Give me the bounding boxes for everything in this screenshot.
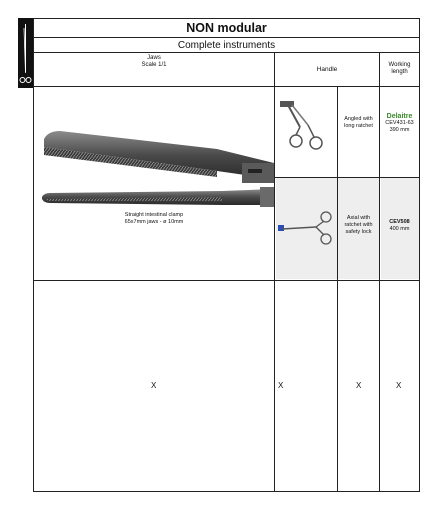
angled-handle-image [278,97,336,163]
working-length-header [380,53,419,87]
row1-length-value: 390 mm [389,127,410,133]
empty-handle-desc-x: X [356,381,362,390]
page-subtitle: Complete instruments [34,38,419,53]
row1-handle-desc-line: long ratchet [344,123,373,129]
row1-brand: Delaitre [386,113,413,120]
length-label: length [391,69,408,75]
row2-ref: CEV508 [389,219,410,225]
row2-length [380,219,419,233]
empty-jaws-x: X [151,381,157,390]
row2-length-value: 400 mm [389,226,410,232]
row2-handle-desc-line: ratchet with [344,222,373,228]
row2-handle-desc-line: Axial with [346,215,371,221]
divider [34,280,419,281]
jaws-label: Jaws [147,55,161,61]
axial-handle-image [276,207,338,251]
divider [274,53,275,491]
scale-label: Scale 1/1 [141,62,167,68]
empty-length-x: X [396,381,402,390]
scissors-icon [18,18,33,88]
product-table [33,18,420,492]
jaws-caption-line: 65x7mm jaws - ø 10mm [124,219,184,225]
working-label: Working [388,62,411,68]
page-title: NON modular [34,19,419,38]
jaws-caption [94,212,214,226]
handle-header: Handle [275,53,379,87]
row1-ref: CEV431-63 [385,120,414,126]
divider [337,87,338,491]
row2-handle-desc [338,215,379,236]
divider [275,177,419,178]
row1-handle-desc-line: Angled with [344,116,373,122]
row1-handle-desc [338,116,379,130]
jaws-caption-line: Straight intestinal clamp [124,212,184,218]
row1-length [380,113,419,134]
empty-handle-image-x: X [278,381,284,390]
jaws-header [34,53,274,87]
row2-handle-desc-line: safety lock [345,229,372,235]
